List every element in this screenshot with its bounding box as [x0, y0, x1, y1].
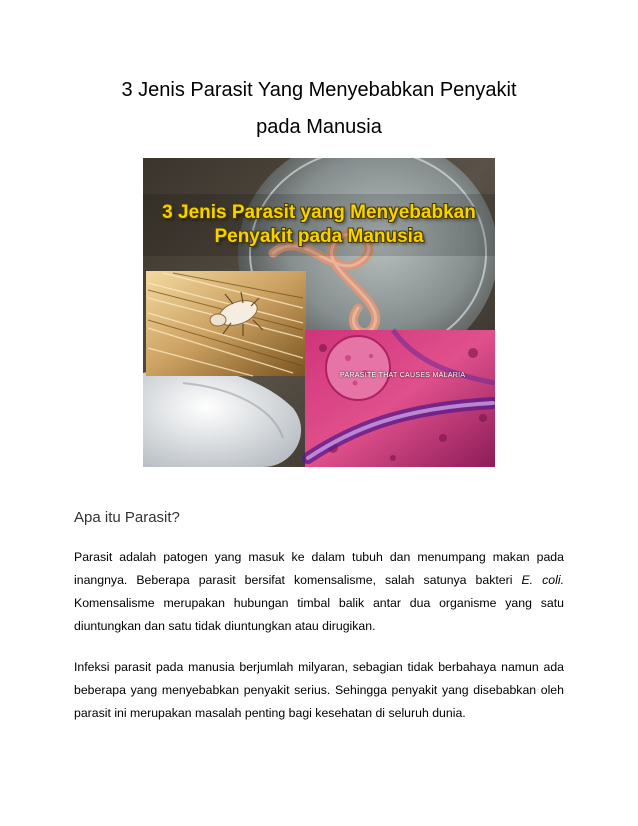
paragraph-1-text: Parasit adalah patogen yang masuk ke dalam tubuh dan menumpang makan pada inangnya. Beberapa parasit bersifat komensalisme, salah satunya bakteri [74, 550, 564, 587]
paragraph-1 [74, 546, 564, 638]
page-title [60, 72, 578, 146]
page-title-line2: pada Manusia [256, 116, 382, 138]
hero-caption-line1: 3 Jenis Parasit yang Menyebabkan [162, 202, 476, 223]
section-heading: Apa itu Parasit? [74, 509, 180, 526]
page-title-line1: 3 Jenis Parasit Yang Menyebabkan Penyakit [121, 79, 517, 101]
paragraph-1-text-end: Komensalisme merupakan hubungan timbal balik antar dua organisme yang satu diuntungkan dan satu tidak diuntungkan atau dirugikan. [74, 596, 564, 633]
hero-image [143, 158, 495, 467]
paragraph-1-italic: E. coli. [521, 573, 564, 587]
malaria-inset-label: PARASITE THAT CAUSES MALARIA [340, 372, 466, 379]
cell [326, 336, 390, 400]
paragraph-2: Infeksi parasit pada manusia berjumlah milyaran, sebagian tidak berbahaya namun ada beberapa yang menyebabkan penyakit serius. Sehingga penyakit yang disebabkan oleh parasit ini merupakan masalah penting bagi kesehatan di seluruh dunia. [74, 660, 564, 720]
hero-caption-line2: Penyakit pada Manusia [214, 226, 424, 247]
hero-caption [143, 201, 495, 249]
